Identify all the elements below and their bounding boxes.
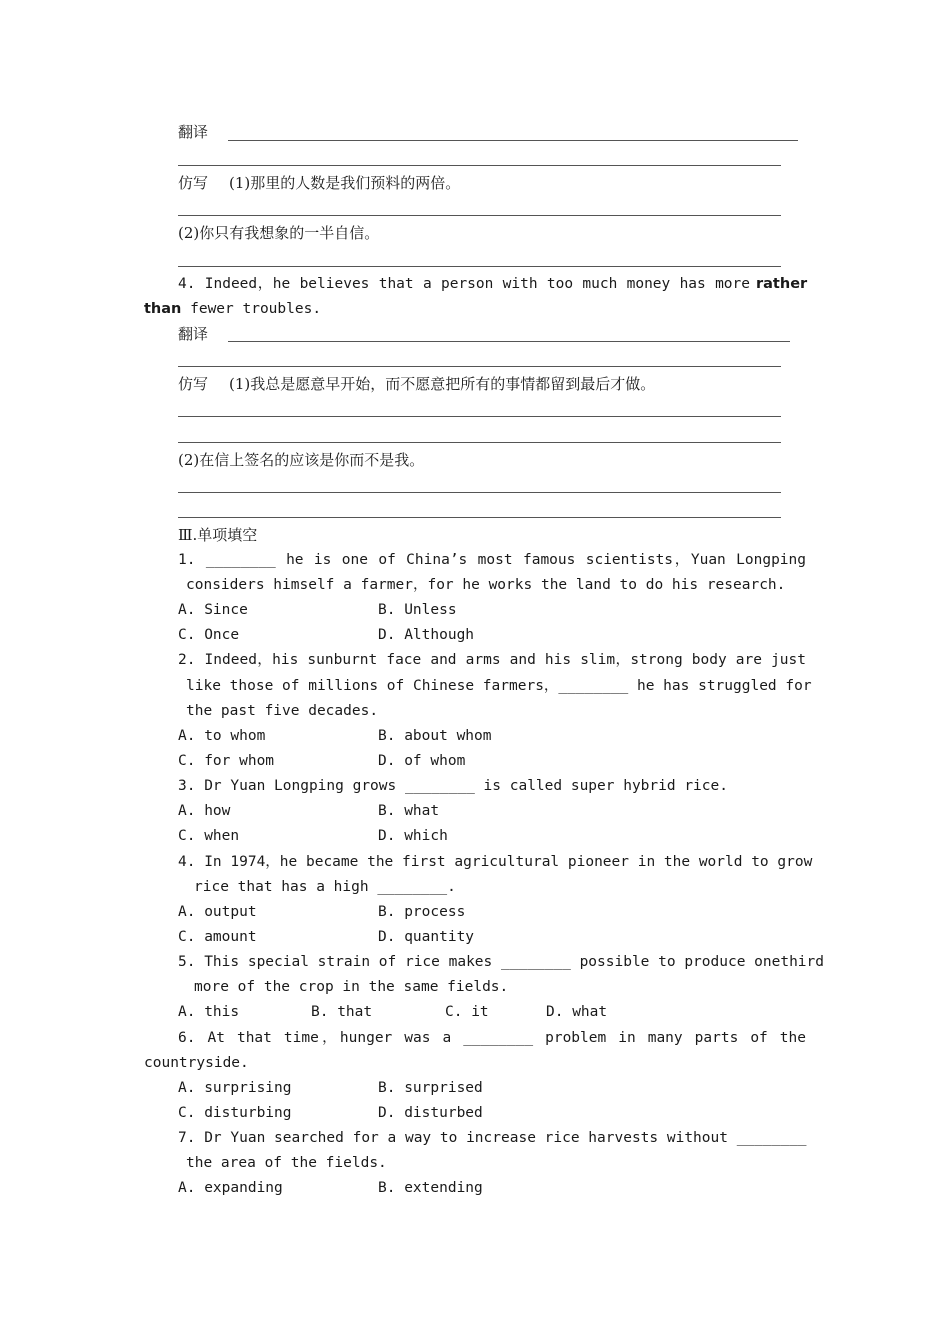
option-4b: B. process — [378, 904, 466, 920]
option-5d: D. what — [546, 1004, 608, 1020]
section-title: Ⅲ.单项填空 — [178, 526, 258, 544]
option-5b: B. that — [311, 1004, 373, 1020]
option-4d: D. quantity — [378, 929, 475, 945]
answer-line — [178, 165, 781, 166]
option-2b: B. about whom — [378, 728, 492, 744]
item4-sentence-end: fewer troubles. — [181, 301, 322, 317]
question-3-line1: 3. Dr Yuan Longping grows ________ is called super hybrid rice. — [178, 778, 728, 794]
answer-line — [178, 215, 781, 216]
question-1-line2: considers himself a farmer，for he works the land to do his research. — [186, 577, 786, 593]
answer-line — [178, 442, 781, 443]
imitate-label: 仿写 — [178, 375, 209, 393]
imitate-prompt-2: (2)你只有我想象的一半自信。 — [178, 224, 380, 242]
option-6a: A. surprising — [178, 1080, 292, 1096]
imitate-label: 仿写 — [178, 174, 209, 192]
answer-line — [178, 266, 781, 267]
option-4a: A. output — [178, 904, 257, 920]
answer-line — [178, 492, 781, 493]
item4-sentence: 4. Indeed，he believes that a person with too much money has more — [178, 276, 750, 292]
question-2-line3: the past five decades. — [186, 703, 379, 719]
question-7-line2: the area of the fields. — [186, 1155, 387, 1171]
question-4-line2: rice that has a high ________. — [194, 879, 456, 895]
answer-line — [178, 366, 781, 367]
option-7b: B. extending — [378, 1180, 483, 1196]
option-1c: C. Once — [178, 627, 240, 643]
answer-line — [228, 140, 798, 141]
option-3a: A. how — [178, 803, 231, 819]
translate-label: 翻译 — [178, 325, 209, 343]
question-6-line1: 6. At that time，hunger was a ________ problem in many parts of the — [178, 1030, 806, 1046]
option-2a: A. to whom — [178, 728, 266, 744]
option-3d: D. which — [378, 828, 448, 844]
item4-sentence-cont — [144, 299, 321, 319]
question-5-line2: more of the crop in the same fields. — [194, 979, 509, 995]
option-7a: A. expanding — [178, 1180, 283, 1196]
option-1a: A. Since — [178, 602, 248, 618]
item4-bold-than: than — [144, 301, 182, 317]
answer-line — [228, 341, 790, 342]
answer-line — [178, 517, 781, 518]
option-1d: D. Although — [378, 627, 475, 643]
option-3b: B. what — [378, 803, 440, 819]
imitate-prompt-2: (2)在信上签名的应该是你而不是我。 — [178, 451, 425, 469]
option-1b: B. Unless — [378, 602, 457, 618]
option-2c: C. for whom — [178, 753, 275, 769]
translate-label: 翻译 — [178, 123, 209, 141]
question-6-line2: countryside. — [144, 1055, 249, 1071]
item4-bold-rather: rather — [756, 276, 808, 292]
question-4-line1: 4. In 1974，he became the first agricultural pioneer in the world to grow — [178, 854, 813, 870]
question-2-line2: like those of millions of Chinese farmers，________ he has struggled for — [186, 678, 812, 694]
option-6c: C. disturbing — [178, 1105, 292, 1121]
imitate-prompt-1: (1)我总是愿意早开始，而不愿意把所有的事情都留到最后才做。 — [229, 375, 656, 393]
question-1-line1: 1. ________ he is one of China’s most famous scientists，Yuan Longping — [178, 552, 806, 568]
option-6d: D. disturbed — [378, 1105, 483, 1121]
option-3c: C. when — [178, 828, 240, 844]
option-4c: C. amount — [178, 929, 257, 945]
question-5-line1: 5. This special strain of rice makes ________ possible to produce onethird — [178, 954, 825, 970]
imitate-prompt-1: (1)那里的人数是我们预料的两倍。 — [229, 174, 461, 192]
option-2d: D. of whom — [378, 753, 466, 769]
option-5a: A. this — [178, 1004, 240, 1020]
option-6b: B. surprised — [378, 1080, 483, 1096]
option-5c: C. it — [445, 1004, 489, 1020]
question-2-line1: 2. Indeed，his sunburnt face and arms and his slim，strong body are just — [178, 652, 806, 668]
answer-line — [178, 416, 781, 417]
question-7-line1: 7. Dr Yuan searched for a way to increase rice harvests without ________ — [178, 1130, 807, 1146]
